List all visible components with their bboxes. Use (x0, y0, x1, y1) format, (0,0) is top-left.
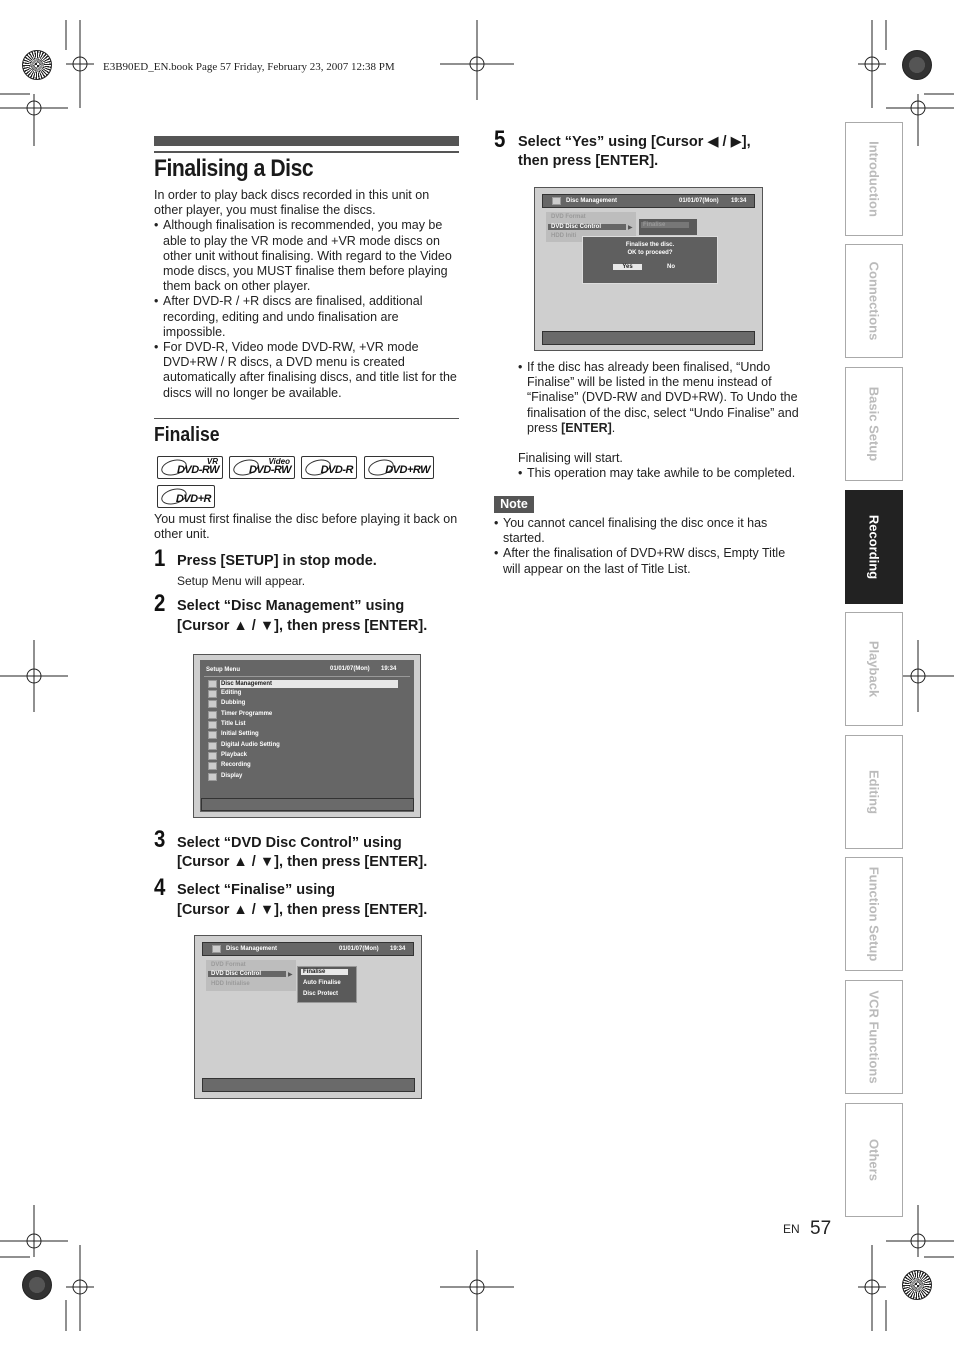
disc-logo-label: DVD+R (175, 493, 211, 505)
menu-item-disc-management[interactable]: Disc Management (220, 680, 398, 688)
intro-bullet: • After DVD-R / +R discs are finalised, additional recording, editing and undo finalisation are impossible. (154, 294, 459, 340)
tab-recording[interactable] (845, 490, 903, 604)
menu-item-display[interactable]: Display (221, 773, 243, 779)
setup-menu-screenshot (193, 654, 421, 818)
disc-logo-sub: VR (206, 457, 218, 466)
tab-label: VCR Functions (866, 990, 882, 1084)
tab-label: Connections (866, 261, 882, 341)
tab-others[interactable] (845, 1103, 903, 1217)
menu-item-title-list[interactable]: Title List (221, 721, 246, 727)
digital-audio-icon (208, 742, 217, 750)
step-instruction: Press [SETUP] in stop mode. (177, 553, 377, 569)
screen-title: Disc Management (566, 198, 618, 204)
title-list-icon (208, 721, 217, 729)
intro-bullets (154, 218, 459, 400)
enter-key-label: [ENTER] (561, 420, 612, 435)
intro-bullet: • Although finalisation is recommended, you may be able to play the VR mode and +VR mode discs on other unit without finalising. With regard to the Video mode discs, you MUST finalise them before playing them back on other player. (154, 218, 459, 294)
menu-item-dvd-disc-control[interactable]: DVD Disc Control (208, 971, 286, 977)
screen-time: 19:34 (381, 666, 397, 672)
note-block (494, 516, 804, 577)
tab-label: Playback (866, 640, 882, 698)
page-number: 57 (810, 1218, 832, 1239)
step-number: 2 (154, 590, 166, 617)
menu-item-auto-finalise[interactable]: Auto Finalise (303, 980, 341, 986)
step-number: 3 (154, 826, 166, 853)
step-instruction: Select “Disc Management” using (177, 598, 405, 614)
disc-logo-dvd-r (301, 456, 357, 479)
note-bullet: • You cannot cancel finalising the disc once it has started. (494, 516, 804, 546)
section-title: Finalise (154, 424, 220, 446)
dubbing-icon (208, 700, 217, 708)
disc-management-screenshot (194, 935, 422, 1099)
menu-item-dvd-disc-control[interactable]: DVD Disc Control (548, 224, 626, 230)
step5-bullet-end: . (611, 420, 616, 435)
step5-notes (518, 360, 808, 481)
note-badge: Note (494, 496, 534, 513)
dialog-question: OK to proceed? (627, 250, 673, 256)
intro-bullet: • For DVD-R, Video mode DVD-RW, +VR mode DVD+RW / R discs, a DVD menu is created automatically after finalising discs, and title list for the discs will no longer be available. (154, 340, 459, 401)
finalising-start-text: Finalising will start. (518, 451, 623, 466)
timer-programme-icon (208, 711, 217, 719)
note-bullet: • After the finalisation of DVD+RW discs, Empty Title will appear on the last of Title List. (494, 546, 804, 576)
editing-icon (208, 690, 217, 698)
disc-logo-label: DVD-R (320, 464, 353, 476)
screen-datetime: 01/01/07(Mon) (330, 666, 370, 672)
menu-item-playback[interactable]: Playback (221, 752, 248, 758)
tab-vcr-functions[interactable] (845, 980, 903, 1094)
disc-logo-dvd-plus-r (157, 485, 215, 508)
screen-divider (204, 676, 410, 677)
intro-text: In order to play back discs recorded in this unit on other player, you must finalise the discs. (154, 188, 430, 218)
step-number: 4 (154, 874, 166, 901)
tab-label: Introduction (866, 141, 882, 217)
step-instruction: [Cursor ▲ / ▼], then press [ENTER]. (177, 618, 428, 634)
step-number: 1 (154, 545, 166, 572)
disc-logo-sub: Video (268, 457, 290, 466)
dialog-message: Finalise the disc. (625, 242, 675, 248)
tab-playback[interactable] (845, 612, 903, 726)
menu-item-hdd-initialise[interactable]: HDD Initialise (211, 981, 250, 987)
screen-area (200, 660, 414, 812)
tab-label: Others (866, 1139, 882, 1181)
menu-item-finalise[interactable]: Finalise (301, 969, 348, 975)
menu-item-disc-protect[interactable]: Disc Protect (303, 991, 339, 997)
intro-block (154, 188, 459, 401)
menu-item-dubbing[interactable]: Dubbing (221, 700, 246, 706)
menu-item-finalise[interactable]: Finalise (641, 222, 689, 228)
step-instruction: [Cursor ▲ / ▼], then press [ENTER]. (177, 902, 428, 918)
chevron-right-icon: ▶ (288, 972, 293, 978)
disc-logo-dvd-rw-video (229, 456, 295, 479)
dialog-no-button[interactable]: No (667, 264, 675, 270)
disc-management-icon (208, 680, 217, 688)
tab-editing[interactable] (845, 735, 903, 849)
tab-label: Basic Setup (866, 386, 882, 462)
disc-management-icon (552, 197, 561, 205)
menu-item-dvd-format[interactable]: DVD Format (211, 962, 246, 968)
disc-logo-label: DVD-RW (248, 464, 291, 476)
dialog-yes-button[interactable]: Yes (613, 264, 642, 270)
recording-icon (208, 762, 217, 770)
initial-setting-icon (208, 731, 217, 739)
print-header-line: E3B90ED_EN.book Page 57 Friday, February 23, 2007 12:38 PM (103, 61, 395, 73)
title-decor-rule (154, 151, 459, 153)
tab-connections[interactable] (845, 244, 903, 358)
screen-footer-bar (201, 798, 414, 811)
menu-item-initial-setting[interactable]: Initial Setting (221, 731, 259, 737)
disc-logo-label: DVD+RW (385, 464, 430, 476)
screen-datetime: 01/01/07(Mon) (679, 198, 719, 204)
step-instruction: Select “Finalise” using (177, 882, 335, 898)
screen-title: Setup Menu (206, 667, 240, 673)
screen-time: 19:34 (390, 946, 406, 952)
step-number: 5 (494, 126, 506, 153)
step-instruction: Select “DVD Disc Control” using (177, 835, 402, 851)
display-icon (208, 773, 217, 781)
disc-management-icon (212, 945, 221, 953)
disc-logo-dvd-rw-vr (157, 456, 223, 479)
menu-item-hdd-initialise[interactable]: HDD Initi (551, 233, 577, 239)
tab-introduction[interactable] (845, 122, 903, 236)
screen-footer-bar (202, 1078, 415, 1092)
screen-datetime: 01/01/07(Mon) (339, 946, 379, 952)
step-instruction: then press [ENTER]. (518, 153, 659, 169)
finalising-bullet: • This operation may take awhile to be completed. (518, 466, 808, 481)
tab-basic-setup[interactable] (845, 367, 903, 481)
step5-bullet (518, 360, 808, 436)
screen-footer-bar (542, 331, 755, 345)
chevron-right-icon: ▶ (628, 225, 633, 231)
step-instruction: Select “Yes” using [Cursor ◀ / ▶], (518, 134, 751, 150)
menu-item-digital-audio-setting[interactable]: Digital Audio Setting (221, 742, 280, 748)
disc-logo-dvd-plus-rw (364, 456, 434, 479)
tab-function-setup[interactable] (845, 857, 903, 971)
step-instruction: [Cursor ▲ / ▼], then press [ENTER]. (177, 854, 428, 870)
page-title: Finalising a Disc (154, 155, 314, 182)
menu-item-dvd-format[interactable]: DVD Format (551, 214, 586, 220)
finalise-confirm-screenshot (534, 187, 763, 351)
tab-label: Function Setup (866, 866, 882, 962)
page-language: EN (783, 1222, 800, 1236)
step5-bullet-text: If the disc has already been finalised, “Undo Finalise” will be listed in the menu instead of “Finalise” (DVD-RW and DVD+RW). To Undo the finalisation of the disc, select “Undo Finalise” and press (527, 360, 799, 435)
step-result: Setup Menu will appear. (177, 574, 306, 588)
disc-logo-label: DVD-RW (176, 464, 219, 476)
playback-icon (208, 752, 217, 760)
section-rule (154, 418, 459, 419)
finalise-intro: You must first finalise the disc before playing it back on other unit. (154, 512, 458, 542)
tab-label: Editing (866, 769, 882, 815)
menu-item-recording[interactable]: Recording (221, 762, 251, 768)
title-decor-bar (154, 136, 459, 146)
screen-title: Disc Management (226, 946, 278, 952)
screen-time: 19:34 (731, 198, 747, 204)
menu-item-editing[interactable]: Editing (221, 690, 242, 696)
menu-item-timer-programme[interactable]: Timer Programme (221, 711, 273, 717)
tab-label: Recording (866, 514, 882, 580)
